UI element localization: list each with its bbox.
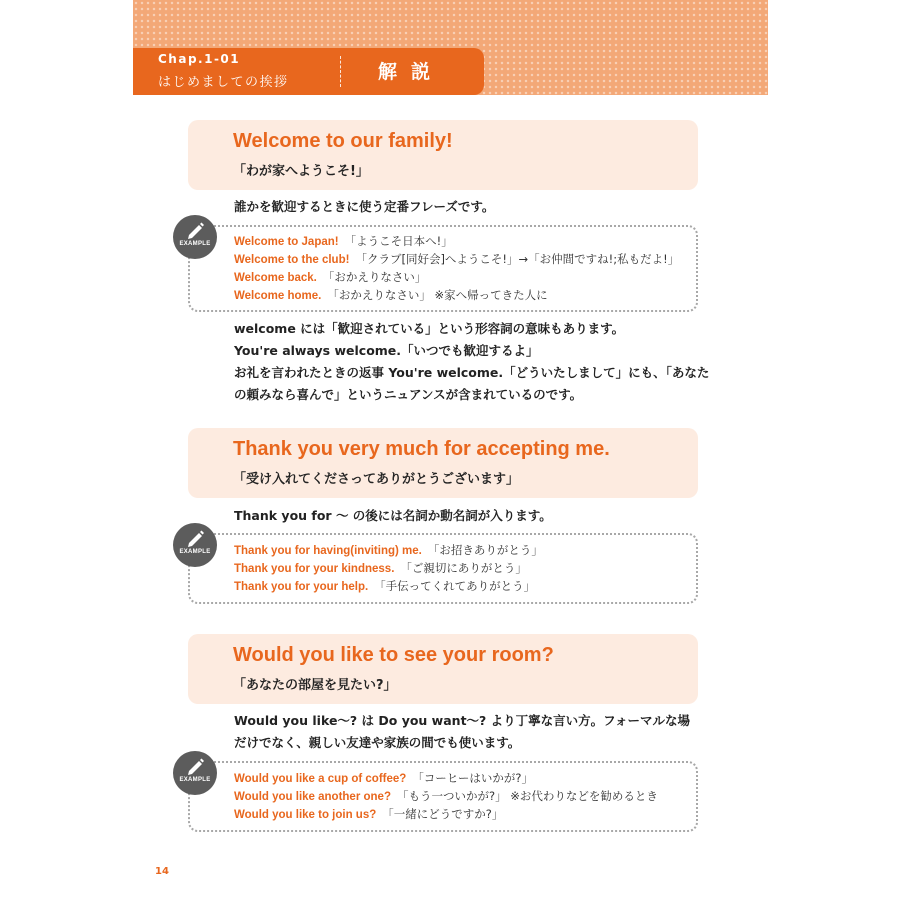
example-box xyxy=(188,761,698,832)
section-title: 解説 xyxy=(378,61,445,83)
explanation-text: You're always welcome.「いつでも歓迎するよ」 xyxy=(234,343,539,358)
pencil-icon xyxy=(185,529,205,547)
chapter-code: Chap.1-01 xyxy=(158,52,241,66)
chapter-subtitle: はじめましての挨拶 xyxy=(158,75,289,90)
example-english: Thank you for having(inviting) me. xyxy=(234,545,422,557)
phrase-japanese: 「あなたの部屋を見たい?」 xyxy=(233,678,397,693)
chapter-divider xyxy=(340,56,341,87)
example-japanese: 「もう一ついかが?」 ※お代わりなどを勧めるとき xyxy=(396,789,658,803)
example-line xyxy=(234,251,679,267)
page-number: 14 xyxy=(155,866,169,877)
explanation-text: Thank you for 〜 の後には名詞か動名詞が入ります。 xyxy=(234,508,552,523)
example-japanese: 「おかえりなさい」 ※家へ帰ってきた人に xyxy=(327,288,548,302)
pencil-icon xyxy=(185,757,205,775)
example-badge-label: EXAMPLE xyxy=(179,549,211,555)
phrase-english: Thank you very much for accepting me. xyxy=(233,438,610,460)
explanation-text: お礼を言われたときの返事 You're welcome.「どういたしまして」にも、「あなた xyxy=(234,365,710,380)
example-line xyxy=(234,233,453,249)
example-english: Would you like another one? xyxy=(234,791,391,803)
phrase-japanese: 「わが家へようこそ!」 xyxy=(233,164,369,179)
example-box xyxy=(188,533,698,604)
example-badge-label: EXAMPLE xyxy=(179,777,211,783)
page xyxy=(133,0,768,900)
example-badge xyxy=(173,523,217,567)
example-line xyxy=(234,806,503,822)
example-japanese: 「一緒にどうですか?」 xyxy=(382,807,504,821)
example-japanese: 「おかえりなさい」 xyxy=(322,270,427,284)
chapter-tab xyxy=(133,48,484,95)
example-japanese: 「お招きありがとう」 xyxy=(427,543,543,557)
example-english: Welcome home. xyxy=(234,290,322,302)
example-line xyxy=(234,269,426,285)
example-badge xyxy=(173,215,217,259)
phrase-japanese: 「受け入れてくださってありがとうございます」 xyxy=(233,472,520,487)
example-japanese: 「クラブ[同好会]へようこそ!」→「お仲間ですね!;私もだよ!」 xyxy=(355,252,680,266)
explanation-text: Would you like〜? は Do you want〜? より丁寧な言い方。フォーマルな場 xyxy=(234,713,691,728)
explanation-text: の頼みなら喜んで」というニュアンスが含まれているのです。 xyxy=(234,387,583,402)
example-english: Welcome back. xyxy=(234,272,317,284)
phrase-box xyxy=(188,120,698,190)
example-japanese: 「ようこそ日本へ!」 xyxy=(344,234,453,248)
explanation-text: 誰かを歓迎するときに使う定番フレーズです。 xyxy=(234,199,495,214)
example-line xyxy=(234,287,548,303)
example-line xyxy=(234,770,533,786)
explanation-text: welcome には「歓迎されている」という形容詞の意味もあります。 xyxy=(234,321,625,336)
example-line xyxy=(234,560,527,576)
example-english: Welcome to Japan! xyxy=(234,236,339,248)
example-japanese: 「ご親切にありがとう」 xyxy=(400,561,527,575)
example-line xyxy=(234,578,535,594)
example-badge xyxy=(173,751,217,795)
example-japanese: 「コーヒーはいかが?」 xyxy=(412,771,533,785)
example-line xyxy=(234,542,543,558)
pencil-icon xyxy=(185,221,205,239)
example-badge-label: EXAMPLE xyxy=(179,241,211,247)
phrase-english: Welcome to our family! xyxy=(233,130,453,152)
explanation-text: だけでなく、親しい友達や家族の間でも使います。 xyxy=(234,735,521,750)
example-box xyxy=(188,225,698,312)
phrase-box xyxy=(188,428,698,498)
example-english: Welcome to the club! xyxy=(234,254,350,266)
phrase-box xyxy=(188,634,698,704)
example-english: Would you like a cup of coffee? xyxy=(234,773,407,785)
example-japanese: 「手伝ってくれてありがとう」 xyxy=(374,579,536,593)
example-english: Thank you for your help. xyxy=(234,581,369,593)
example-english: Thank you for your kindness. xyxy=(234,563,395,575)
example-line xyxy=(234,788,658,804)
example-english: Would you like to join us? xyxy=(234,809,377,821)
phrase-english: Would you like to see your room? xyxy=(233,644,554,666)
